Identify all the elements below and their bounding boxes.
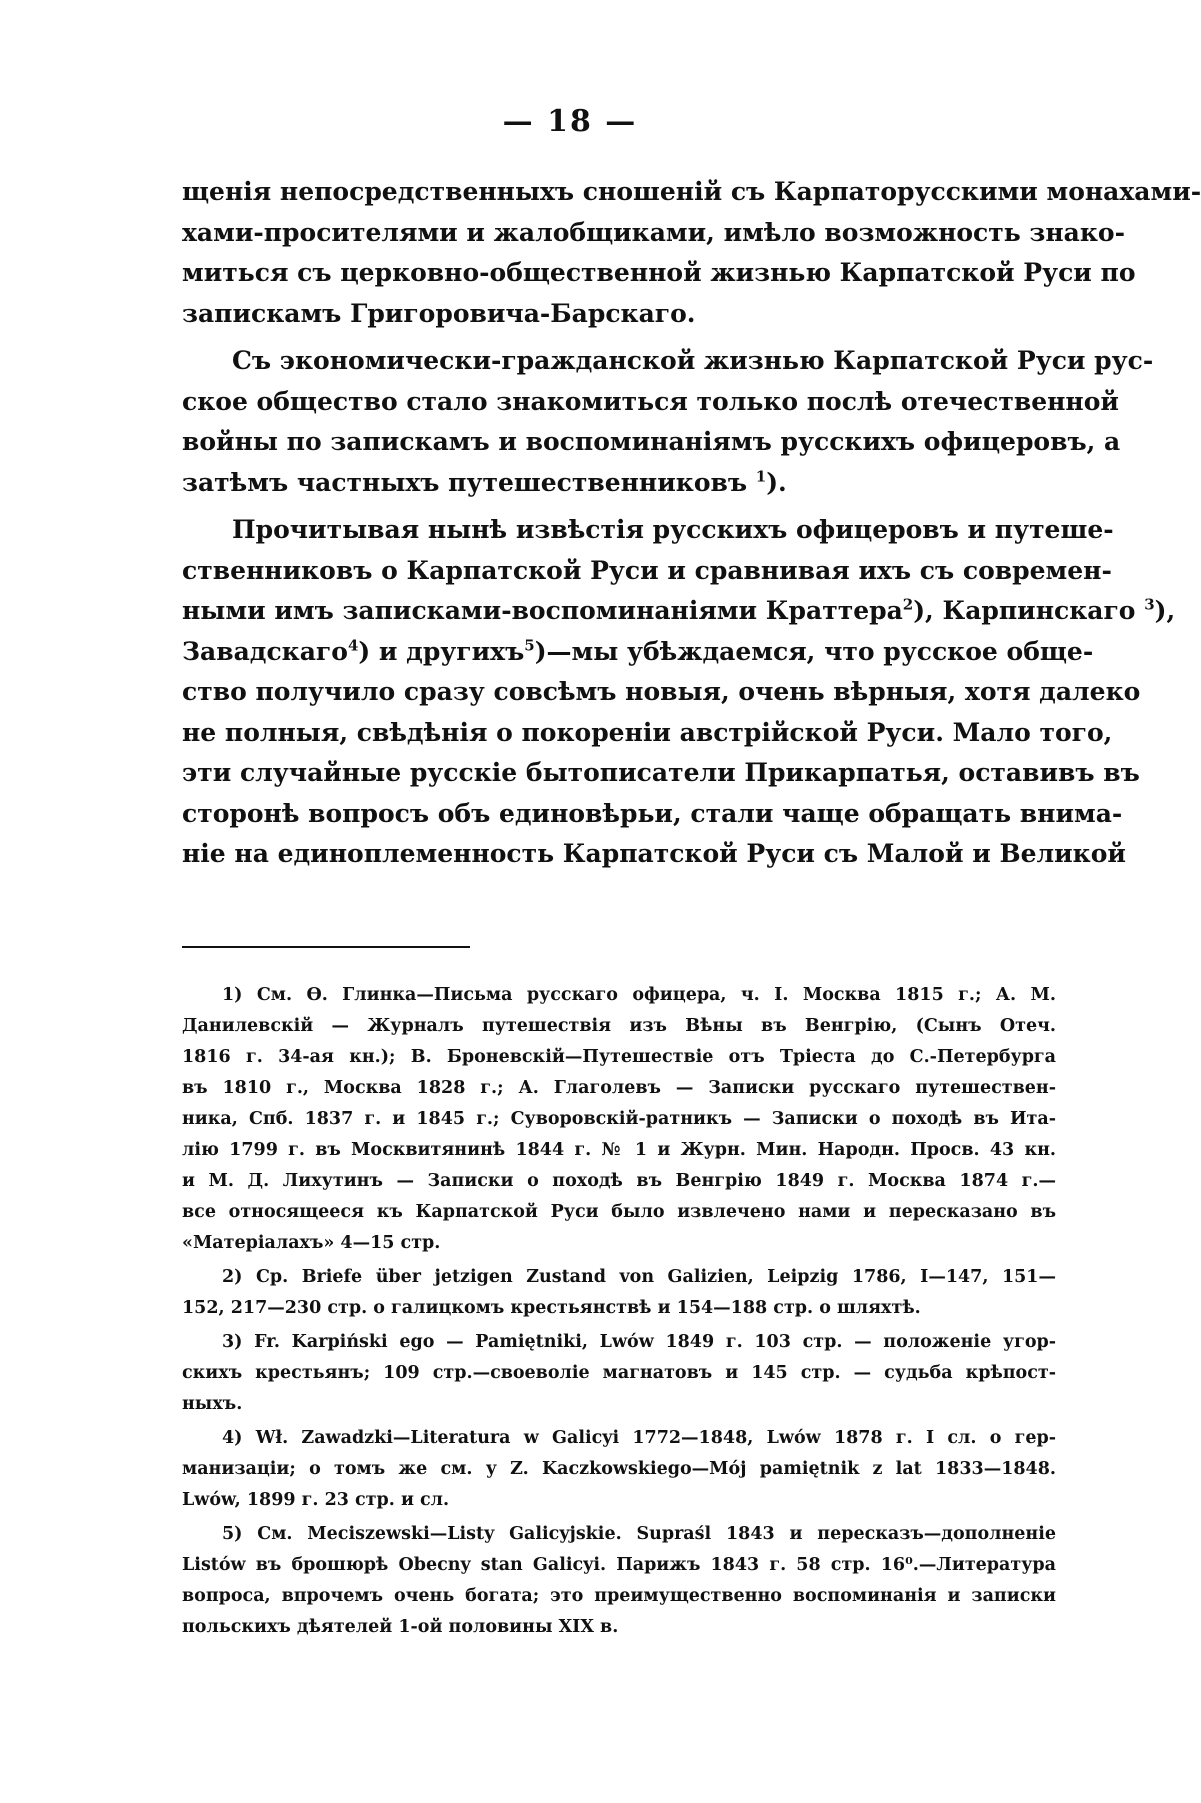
footnote-ref: 2 — [902, 595, 914, 614]
footnote-line: вопроса, впрочемъ очень богата; это преимущественно воспоминанія и записки — [182, 1586, 1056, 1606]
text-line: щенія непосредственныхъ сношеній съ Карпаторусскими монахами- — [182, 177, 1201, 206]
footnote-line: ника, Спб. 1837 г. и 1845 г.; Суворовскій-ратникъ — Записки о походѣ въ Ита- — [182, 1109, 1056, 1129]
text-line: ніе на единоплеменность Карпатской Руси съ Малой и Великой — [182, 839, 1126, 868]
footnote-line: и М. Д. Лихутинъ — Записки о походѣ въ Венгрію 1849 г. Москва 1874 г.— — [182, 1171, 1056, 1191]
footnote-line: «Матеріалахъ» 4—15 стр. — [182, 1233, 441, 1253]
footnote-ref: 4 — [347, 636, 359, 655]
footnote-separator — [182, 946, 470, 948]
text-line: эти случайные русскіе бытописатели Прикарпатья, оставивъ въ — [182, 758, 1140, 787]
text-segment: ными имъ записками-воспоминаніями Краттера — [182, 596, 903, 625]
footnote-1 — [182, 980, 1056, 1259]
text-segment: )—мы убѣждаемся, что русское обще- — [534, 636, 1094, 666]
text-segment: ) и другихъ — [358, 636, 525, 666]
text-line: ское общество стало знакомиться только послѣ отечественной — [182, 386, 1119, 416]
footnotes — [182, 980, 1056, 1646]
footnote-line: все относящееся къ Карпатской Руси было извлечено нами и пересказано въ — [182, 1202, 1056, 1222]
footnote-line: 2) Ср. Briefe über jetzigen Zustand von Galizien, Leipzig 1786, I—147, 151— — [222, 1267, 1056, 1287]
footnote-ref: 5 — [524, 636, 535, 655]
footnote-line: Данилевскій — Журналъ путешествія изъ Вѣны въ Венгрію, (Сынъ Отеч. — [182, 1016, 1056, 1036]
footnote-line: скихъ крестьянъ; 109 стр.—своеволіе магнатовъ и 145 стр. — судьба крѣпост- — [182, 1363, 1056, 1383]
text-line: хами-просителями и жалобщиками, имѣло возможность знако- — [182, 217, 1125, 247]
footnote-line: 3) Fr. Karpiński ego — Pamiętniki, Lwów 1849 г. 103 стр. — положеніе угор- — [222, 1332, 1056, 1352]
text-line — [182, 591, 1176, 632]
main-text — [182, 172, 1201, 882]
text-line — [182, 632, 1094, 673]
footnote-2 — [182, 1262, 1056, 1324]
footnote-line: манизаціи; о томъ же см. у Z. Kaczkowskiego—Mój pamiętnik z lat 1833—1848. — [182, 1459, 1056, 1479]
footnote-3 — [182, 1327, 1056, 1420]
text-segment: затѣмъ частныхъ путешественниковъ — [182, 467, 748, 497]
text-line: войны по запискамъ и воспоминаніямъ русскихъ офицеровъ, а — [182, 427, 1121, 456]
footnote-line: лію 1799 г. въ Москвитянинѣ 1844 г. № 1 и Журн. Мин. Народн. Просв. 43 кн. — [182, 1140, 1056, 1160]
text-line: запискамъ Григоровича-Барскаго. — [182, 298, 696, 328]
text-line — [182, 463, 1056, 504]
footnote-line: 4) Wł. Zawadzki—Literatura w Galicyi 1772—1848, Lwów 1878 г. I сл. о гер- — [222, 1428, 1056, 1448]
footnote-line: 5) См. Meciszewski—Listy Galicyjskie. Supraśl 1843 и пересказъ—дополненіе — [222, 1524, 1056, 1544]
paragraph-2 — [182, 341, 1154, 503]
text-segment: ), — [1154, 596, 1176, 625]
footnote-line: польскихъ дѣятелей 1-ой половины XIX в. — [182, 1617, 619, 1637]
paragraph-3 — [182, 510, 1176, 875]
footnote-line: 1816 г. 34-ая кн.); В. Броневскій—Путешествіе отъ Тріеста до С.-Петербурга — [182, 1047, 1056, 1067]
footnote-line: Listów въ брошюрѣ Obecny stan Galicyi. Парижъ 1843 г. 58 стр. 16⁰.—Литература — [182, 1555, 1056, 1575]
text-line: Съ экономически-гражданской жизнью Карпатской Руси рус- — [232, 346, 1154, 375]
text-segment: ). — [766, 467, 787, 497]
text-line: Прочитывая нынѣ извѣстія русскихъ офицеровъ и путеше- — [232, 515, 1114, 544]
footnote-line: 152, 217—230 стр. о галицкомъ крестьянствѣ и 154—188 стр. о шляхтѣ. — [182, 1298, 921, 1318]
footnote-ref: 1 — [755, 467, 767, 486]
text-line: сторонѣ вопросъ объ единовѣрьи, стали чаще обращать внима- — [182, 798, 1123, 828]
text-line: не полныя, свѣдѣнія о покореніи австрійской Руси. Мало того, — [182, 717, 1113, 747]
text-line: ственниковъ о Карпатской Руси и сравнивая ихъ съ современ- — [182, 555, 1112, 585]
text-line: ство получило сразу совсѣмъ новыя, очень вѣрныя, хотя далеко — [182, 677, 1141, 706]
footnote-line: ныхъ. — [182, 1394, 243, 1414]
footnote-line: 1) См. Ѳ. Глинка—Письма русскаго офицера, ч. I. Москва 1815 г.; А. М. — [222, 985, 1056, 1005]
footnote-4 — [182, 1423, 1056, 1516]
footnote-line: Lwów, 1899 г. 23 стр. и сл. — [182, 1490, 450, 1510]
text-segment: Завадскаго — [182, 636, 348, 666]
paragraph-1 — [182, 172, 1201, 334]
text-line: миться съ церковно-общественной жизнью Карпатской Руси по — [182, 258, 1136, 287]
footnote-ref: 3 — [1144, 595, 1155, 614]
footnote-5 — [182, 1519, 1056, 1643]
footnote-line: въ 1810 г., Москва 1828 г.; А. Глаголевъ — Записки русскаго путешествен- — [182, 1078, 1056, 1098]
page-number: — 18 — — [502, 104, 638, 139]
text-segment: ), Карпинскаго — [913, 596, 1136, 625]
